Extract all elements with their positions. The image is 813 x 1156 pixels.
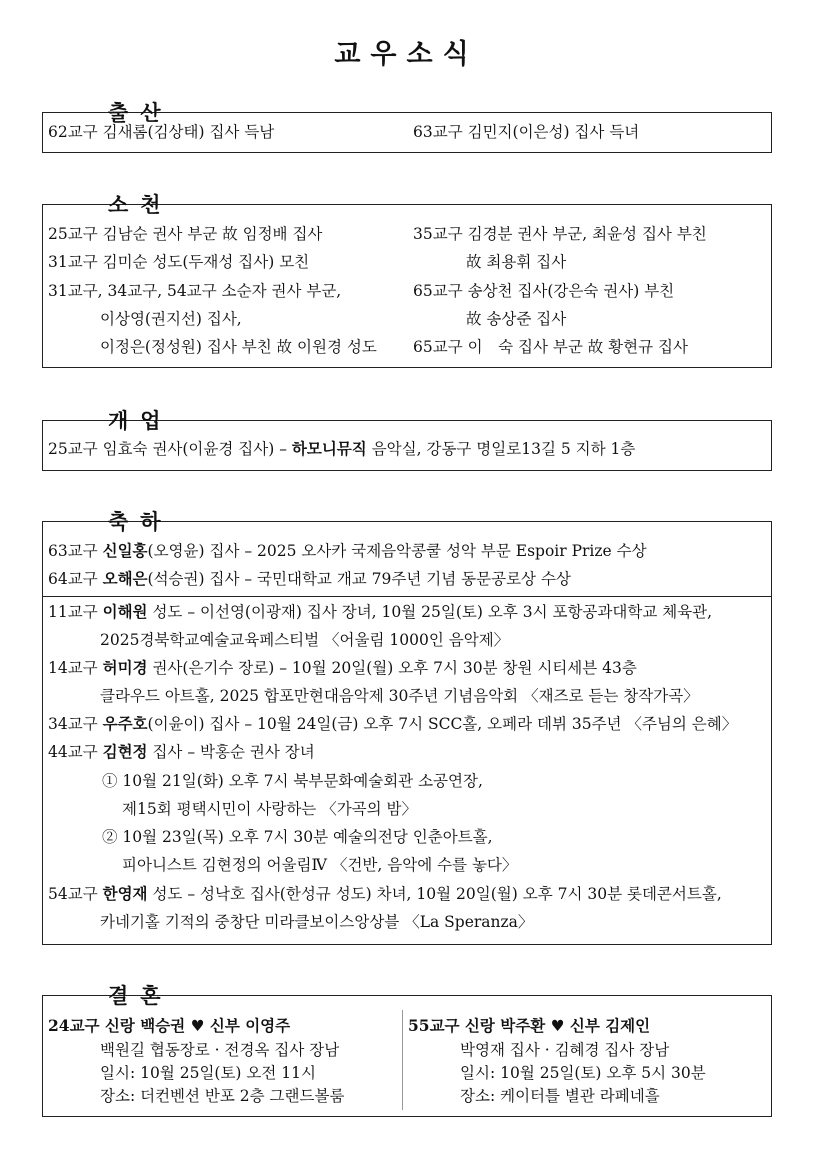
birth-header (42, 100, 192, 125)
congrats-entry (48, 541, 647, 561)
funeral-entry: 31교구 김미순 성도(두재성 집사) 모친 (48, 253, 310, 271)
congrats-person: 이해원 (102, 602, 148, 621)
congrats-text: 권사(은기수 장로) – 10월 20일(월) 오후 7시 30분 창원 시티세븐 43층 (147, 659, 637, 677)
funeral-entry: 35교구 김경분 권사 부군, 최윤성 집사 부친 (413, 225, 707, 243)
wedding-detail: 박영재 집사 · 김혜경 집사 장남 (460, 1041, 670, 1059)
congrats-entry: 클라우드 아트홀, 2025 합포만현대음악제 30주년 기념음악회 〈재즈로 듣는 창작가곡〉 (100, 687, 699, 705)
birth-entry: 63교구 김민지(이은성) 집사 득녀 (413, 123, 640, 141)
congrats-person: 오해은 (102, 569, 148, 588)
funeral-entry: 31교구, 34교구, 54교구 소순자 권사 부군, (48, 282, 342, 300)
opening-text: 25교구 임효숙 권사(이윤경 집사) – (48, 440, 292, 458)
funeral-header (42, 192, 192, 217)
congrats-district: 11교구 (48, 603, 103, 621)
wedding-header (42, 983, 192, 1008)
funeral-entry: 25교구 김남순 권사 부군 故 임정배 집사 (48, 225, 323, 243)
congrats-entry (48, 884, 722, 904)
wedding-detail: 백원길 협동장로 · 전경옥 집사 장남 (100, 1041, 340, 1059)
page-title: 교우소식 (334, 39, 479, 70)
congrats-header (42, 509, 192, 534)
wedding-detail: 장소: 케이터틀 별관 라페네흘 (460, 1087, 660, 1105)
wedding-label: 결혼 (108, 983, 173, 1008)
congrats-entry: 제15회 평택시민이 사랑하는 〈가곡의 밤〉 (122, 800, 418, 818)
congrats-district: 34교구 (48, 715, 103, 733)
congrats-divider (42, 596, 772, 597)
congrats-entry (48, 714, 737, 734)
wedding-column-divider (402, 1010, 403, 1110)
congrats-entry: ② 10월 23일(목) 오후 7시 30분 예술의전당 인춘아트홀, (102, 828, 493, 846)
congrats-entry: 피아니스트 김현정의 어울림Ⅳ 〈건반, 음악에 수를 놓다〉 (122, 856, 518, 874)
congrats-text: 성도 – 이선영(이광재) 집사 장녀, 10월 25일(토) 오후 3시 포항공과대학교 체육관, (147, 603, 713, 621)
congrats-text: 집사 – 박홍순 권사 장녀 (147, 743, 315, 761)
congrats-entry: ① 10월 21일(화) 오후 7시 북부문화예술회관 소공연장, (102, 772, 483, 790)
congrats-person: 한영재 (102, 884, 148, 903)
congrats-district: 64교구 (48, 570, 103, 588)
congrats-entry (48, 602, 712, 622)
wedding-couple: 24교구 신랑 백승권 ♥ 신부 이영주 (48, 1016, 291, 1035)
funeral-entry: 이상영(권지선) 집사, (100, 310, 242, 328)
congrats-entry (48, 658, 637, 678)
congrats-text: (이윤이) 집사 – 10월 24일(금) 오후 7시 SCC홀, 오페라 데뷔 35주년 〈주님의 은혜〉 (147, 715, 738, 733)
congrats-district: 44교구 (48, 743, 103, 761)
birth-entry: 62교구 김새롬(김상태) 집사 득남 (48, 123, 275, 141)
congrats-text: (오영윤) 집사 – 2025 오사카 국제음악콩쿨 성악 부문 Espoir Prize 수상 (147, 542, 647, 560)
funeral-entry: 65교구 이 숙 집사 부군 故 황현규 집사 (413, 338, 688, 356)
congrats-text: (석승권) 집사 – 국민대학교 개교 79주년 기념 동문공로상 수상 (147, 570, 571, 588)
congrats-person: 우주호 (102, 714, 148, 733)
funeral-entry: 이정은(정성원) 집사 부친 故 이원경 성도 (100, 338, 377, 356)
congrats-entry: 카네기홀 기적의 중창단 미라클보이스앙상블 〈La Speranza〉 (100, 913, 534, 931)
opening-text: 음악실, 강동구 명일로13길 5 지하 1층 (366, 440, 636, 458)
congrats-district: 54교구 (48, 885, 103, 903)
wedding-detail: 일시: 10월 25일(토) 오후 5시 30분 (460, 1064, 706, 1082)
opening-header (42, 408, 192, 433)
congrats-person: 신일홍 (102, 541, 148, 560)
opening-business-name: 하모니뮤직 (291, 439, 367, 458)
congrats-person: 허미경 (102, 658, 148, 677)
opening-label: 개업 (108, 408, 173, 433)
congrats-entry (48, 742, 315, 762)
wedding-couple: 55교구 신랑 박주환 ♥ 신부 김제인 (408, 1016, 651, 1035)
birth-label: 출산 (108, 100, 173, 125)
congrats-person: 김현정 (102, 742, 148, 761)
wedding-detail: 장소: 더컨벤션 반포 2층 그랜드볼룸 (100, 1087, 345, 1105)
congrats-district: 14교구 (48, 659, 103, 677)
funeral-entry: 65교구 송상천 집사(강은숙 권사) 부친 (413, 282, 675, 300)
congrats-label: 축하 (108, 509, 173, 534)
congrats-district: 63교구 (48, 542, 103, 560)
opening-entry (48, 439, 635, 459)
congrats-entry: 2025경북학교예술교육페스티벌 〈어울림 1000인 음악제〉 (100, 631, 510, 649)
congrats-entry (48, 569, 571, 589)
funeral-entry: 故 송상준 집사 (466, 310, 567, 328)
wedding-detail: 일시: 10월 25일(토) 오전 11시 (100, 1064, 316, 1082)
funeral-entry: 故 최용휘 집사 (466, 253, 567, 271)
congrats-text: 성도 – 성낙호 집사(한성규 성도) 차녀, 10월 20일(월) 오후 7시 30분 롯데콘서트홀, (147, 885, 722, 903)
funeral-label: 소천 (108, 192, 173, 217)
